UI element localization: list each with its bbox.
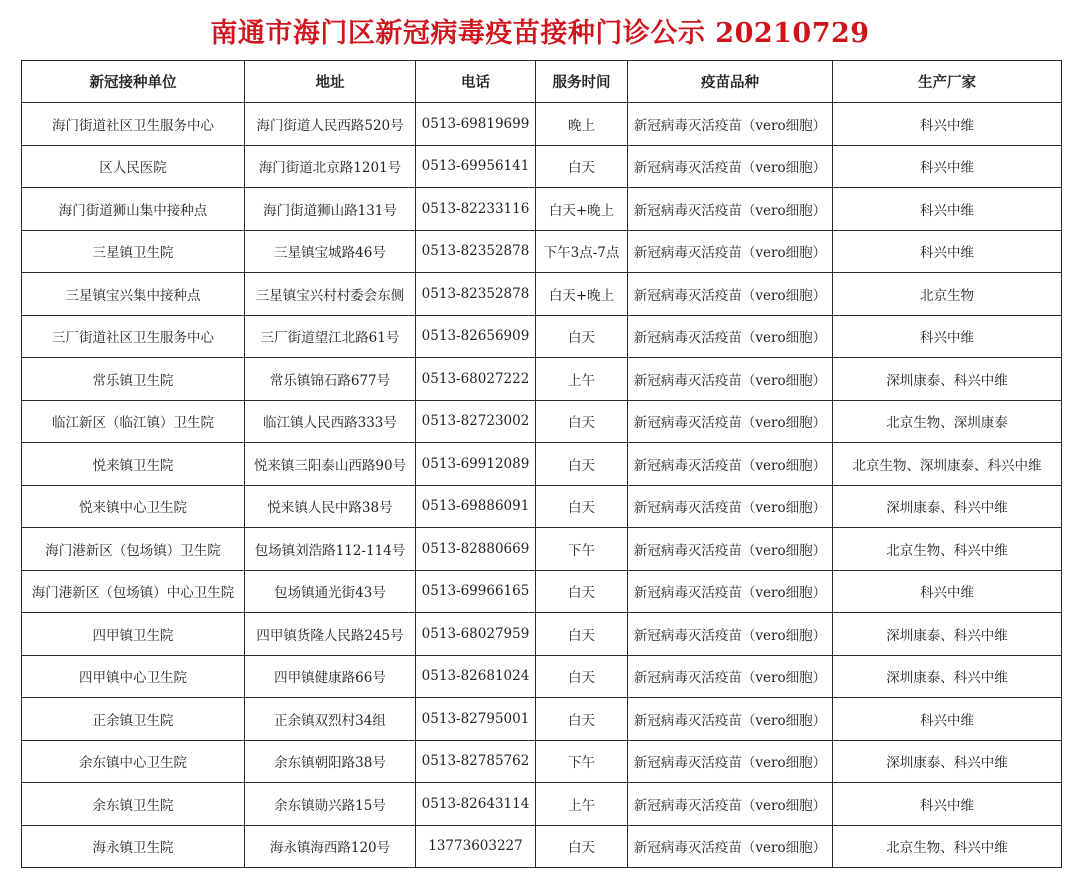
cell-vaccine: 新冠病毒灭活疫苗（vero细胞） xyxy=(628,613,833,656)
cell-unit: 海门街道狮山集中接种点 xyxy=(22,188,245,231)
cell-time: 白天 xyxy=(536,145,628,188)
cell-address: 余东镇朝阳路38号 xyxy=(245,740,416,783)
table-row xyxy=(22,655,1062,698)
table-row xyxy=(22,613,1062,656)
cell-manufacturer: 深圳康泰、科兴中维 xyxy=(833,485,1062,528)
cell-address: 悦来镇人民中路38号 xyxy=(245,485,416,528)
cell-phone: 0513-82352878 xyxy=(416,273,536,316)
table-row xyxy=(22,315,1062,358)
cell-address: 临江镇人民西路333号 xyxy=(245,400,416,443)
cell-manufacturer: 科兴中维 xyxy=(833,698,1062,741)
cell-manufacturer: 深圳康泰、科兴中维 xyxy=(833,655,1062,698)
cell-manufacturer: 科兴中维 xyxy=(833,145,1062,188)
clinic-table xyxy=(21,60,1062,868)
cell-vaccine: 新冠病毒灭活疫苗（vero细胞） xyxy=(628,698,833,741)
cell-time: 白天 xyxy=(536,315,628,358)
cell-vaccine: 新冠病毒灭活疫苗（vero细胞） xyxy=(628,655,833,698)
table-row xyxy=(22,145,1062,188)
cell-time: 白天 xyxy=(536,655,628,698)
cell-manufacturer: 北京生物、深圳康泰 xyxy=(833,400,1062,443)
cell-time: 白天+晚上 xyxy=(536,273,628,316)
table-row xyxy=(22,230,1062,273)
cell-vaccine: 新冠病毒灭活疫苗（vero细胞） xyxy=(628,400,833,443)
header-unit: 新冠接种单位 xyxy=(22,61,245,103)
cell-phone: 0513-82723002 xyxy=(416,400,536,443)
cell-unit: 临江新区（临江镇）卫生院 xyxy=(22,400,245,443)
cell-manufacturer: 科兴中维 xyxy=(833,188,1062,231)
table-row xyxy=(22,485,1062,528)
table-header-row xyxy=(22,61,1062,103)
header-vaccine: 疫苗品种 xyxy=(628,61,833,103)
cell-unit: 悦来镇中心卫生院 xyxy=(22,485,245,528)
cell-address: 海门街道人民西路520号 xyxy=(245,103,416,146)
cell-phone: 0513-82681024 xyxy=(416,655,536,698)
cell-unit: 区人民医院 xyxy=(22,145,245,188)
cell-vaccine: 新冠病毒灭活疫苗（vero细胞） xyxy=(628,570,833,613)
cell-manufacturer: 深圳康泰、科兴中维 xyxy=(833,613,1062,656)
cell-manufacturer: 北京生物、科兴中维 xyxy=(833,825,1062,868)
cell-vaccine: 新冠病毒灭活疫苗（vero细胞） xyxy=(628,315,833,358)
cell-phone: 0513-69912089 xyxy=(416,443,536,486)
cell-unit: 三星镇卫生院 xyxy=(22,230,245,273)
cell-time: 白天 xyxy=(536,698,628,741)
table-row xyxy=(22,188,1062,231)
header-phone: 电话 xyxy=(416,61,536,103)
cell-manufacturer: 科兴中维 xyxy=(833,783,1062,826)
cell-vaccine: 新冠病毒灭活疫苗（vero细胞） xyxy=(628,145,833,188)
table-row xyxy=(22,740,1062,783)
cell-unit: 四甲镇卫生院 xyxy=(22,613,245,656)
table-row xyxy=(22,783,1062,826)
cell-vaccine: 新冠病毒灭活疫苗（vero细胞） xyxy=(628,273,833,316)
cell-vaccine: 新冠病毒灭活疫苗（vero细胞） xyxy=(628,443,833,486)
cell-unit: 海门街道社区卫生服务中心 xyxy=(22,103,245,146)
cell-time: 白天 xyxy=(536,443,628,486)
table-row xyxy=(22,825,1062,868)
cell-phone: 0513-82785762 xyxy=(416,740,536,783)
cell-address: 余东镇勋兴路15号 xyxy=(245,783,416,826)
cell-phone: 0513-69819699 xyxy=(416,103,536,146)
cell-manufacturer: 科兴中维 xyxy=(833,230,1062,273)
cell-phone: 0513-82656909 xyxy=(416,315,536,358)
cell-unit: 余东镇中心卫生院 xyxy=(22,740,245,783)
cell-phone: 0513-69966165 xyxy=(416,570,536,613)
cell-address: 四甲镇健康路66号 xyxy=(245,655,416,698)
cell-phone: 0513-82643114 xyxy=(416,783,536,826)
cell-address: 常乐镇锦石路677号 xyxy=(245,358,416,401)
cell-time: 白天+晚上 xyxy=(536,188,628,231)
cell-address: 悦来镇三阳泰山西路90号 xyxy=(245,443,416,486)
cell-address: 海门街道狮山路131号 xyxy=(245,188,416,231)
cell-unit: 余东镇卫生院 xyxy=(22,783,245,826)
cell-phone: 0513-82233116 xyxy=(416,188,536,231)
cell-address: 三星镇宝兴村村委会东侧 xyxy=(245,273,416,316)
cell-phone: 0513-68027959 xyxy=(416,613,536,656)
cell-vaccine: 新冠病毒灭活疫苗（vero细胞） xyxy=(628,783,833,826)
cell-manufacturer: 科兴中维 xyxy=(833,315,1062,358)
cell-unit: 海门港新区（包场镇）卫生院 xyxy=(22,528,245,571)
cell-vaccine: 新冠病毒灭活疫苗（vero细胞） xyxy=(628,358,833,401)
header-time: 服务时间 xyxy=(536,61,628,103)
cell-unit: 三厂街道社区卫生服务中心 xyxy=(22,315,245,358)
cell-time: 白天 xyxy=(536,613,628,656)
cell-address: 包场镇通光街43号 xyxy=(245,570,416,613)
table-row xyxy=(22,400,1062,443)
cell-manufacturer: 北京生物、深圳康泰、科兴中维 xyxy=(833,443,1062,486)
header-manufacturer: 生产厂家 xyxy=(833,61,1062,103)
cell-time: 下午 xyxy=(536,528,628,571)
cell-phone: 0513-82352878 xyxy=(416,230,536,273)
cell-address: 三厂街道望江北路61号 xyxy=(245,315,416,358)
cell-address: 三星镇宝城路46号 xyxy=(245,230,416,273)
cell-address: 海门街道北京路1201号 xyxy=(245,145,416,188)
cell-address: 四甲镇货隆人民路245号 xyxy=(245,613,416,656)
cell-time: 下午 xyxy=(536,740,628,783)
cell-manufacturer: 科兴中维 xyxy=(833,570,1062,613)
cell-phone: 0513-69956141 xyxy=(416,145,536,188)
cell-manufacturer: 北京生物 xyxy=(833,273,1062,316)
table-row xyxy=(22,273,1062,316)
cell-vaccine: 新冠病毒灭活疫苗（vero细胞） xyxy=(628,103,833,146)
cell-unit: 海门港新区（包场镇）中心卫生院 xyxy=(22,570,245,613)
cell-phone: 13773603227 xyxy=(416,825,536,868)
cell-unit: 四甲镇中心卫生院 xyxy=(22,655,245,698)
cell-phone: 0513-82880669 xyxy=(416,528,536,571)
cell-time: 上午 xyxy=(536,783,628,826)
cell-manufacturer: 深圳康泰、科兴中维 xyxy=(833,358,1062,401)
cell-phone: 0513-68027222 xyxy=(416,358,536,401)
cell-vaccine: 新冠病毒灭活疫苗（vero细胞） xyxy=(628,740,833,783)
cell-time: 晚上 xyxy=(536,103,628,146)
cell-vaccine: 新冠病毒灭活疫苗（vero细胞） xyxy=(628,188,833,231)
cell-unit: 常乐镇卫生院 xyxy=(22,358,245,401)
cell-time: 上午 xyxy=(536,358,628,401)
page-title: 南通市海门区新冠病毒疫苗接种门诊公示 20210729 xyxy=(210,18,870,49)
cell-manufacturer: 深圳康泰、科兴中维 xyxy=(833,740,1062,783)
cell-address: 海永镇海西路120号 xyxy=(245,825,416,868)
cell-unit: 正余镇卫生院 xyxy=(22,698,245,741)
header-address: 地址 xyxy=(245,61,416,103)
cell-phone: 0513-82795001 xyxy=(416,698,536,741)
cell-time: 白天 xyxy=(536,485,628,528)
cell-vaccine: 新冠病毒灭活疫苗（vero细胞） xyxy=(628,230,833,273)
cell-unit: 悦来镇卫生院 xyxy=(22,443,245,486)
table-row xyxy=(22,528,1062,571)
cell-unit: 三星镇宝兴集中接种点 xyxy=(22,273,245,316)
cell-time: 白天 xyxy=(536,570,628,613)
cell-vaccine: 新冠病毒灭活疫苗（vero细胞） xyxy=(628,528,833,571)
table-row xyxy=(22,443,1062,486)
table-row xyxy=(22,358,1062,401)
cell-address: 包场镇刘浩路112-114号 xyxy=(245,528,416,571)
cell-vaccine: 新冠病毒灭活疫苗（vero细胞） xyxy=(628,825,833,868)
cell-time: 白天 xyxy=(536,825,628,868)
cell-unit: 海永镇卫生院 xyxy=(22,825,245,868)
cell-address: 正余镇双烈村34组 xyxy=(245,698,416,741)
table-row xyxy=(22,570,1062,613)
cell-time: 白天 xyxy=(536,400,628,443)
cell-vaccine: 新冠病毒灭活疫苗（vero细胞） xyxy=(628,485,833,528)
cell-manufacturer: 科兴中维 xyxy=(833,103,1062,146)
cell-time: 下午3点-7点 xyxy=(536,230,628,273)
table-row xyxy=(22,698,1062,741)
cell-manufacturer: 北京生物、科兴中维 xyxy=(833,528,1062,571)
cell-phone: 0513-69886091 xyxy=(416,485,536,528)
table-row xyxy=(22,103,1062,146)
